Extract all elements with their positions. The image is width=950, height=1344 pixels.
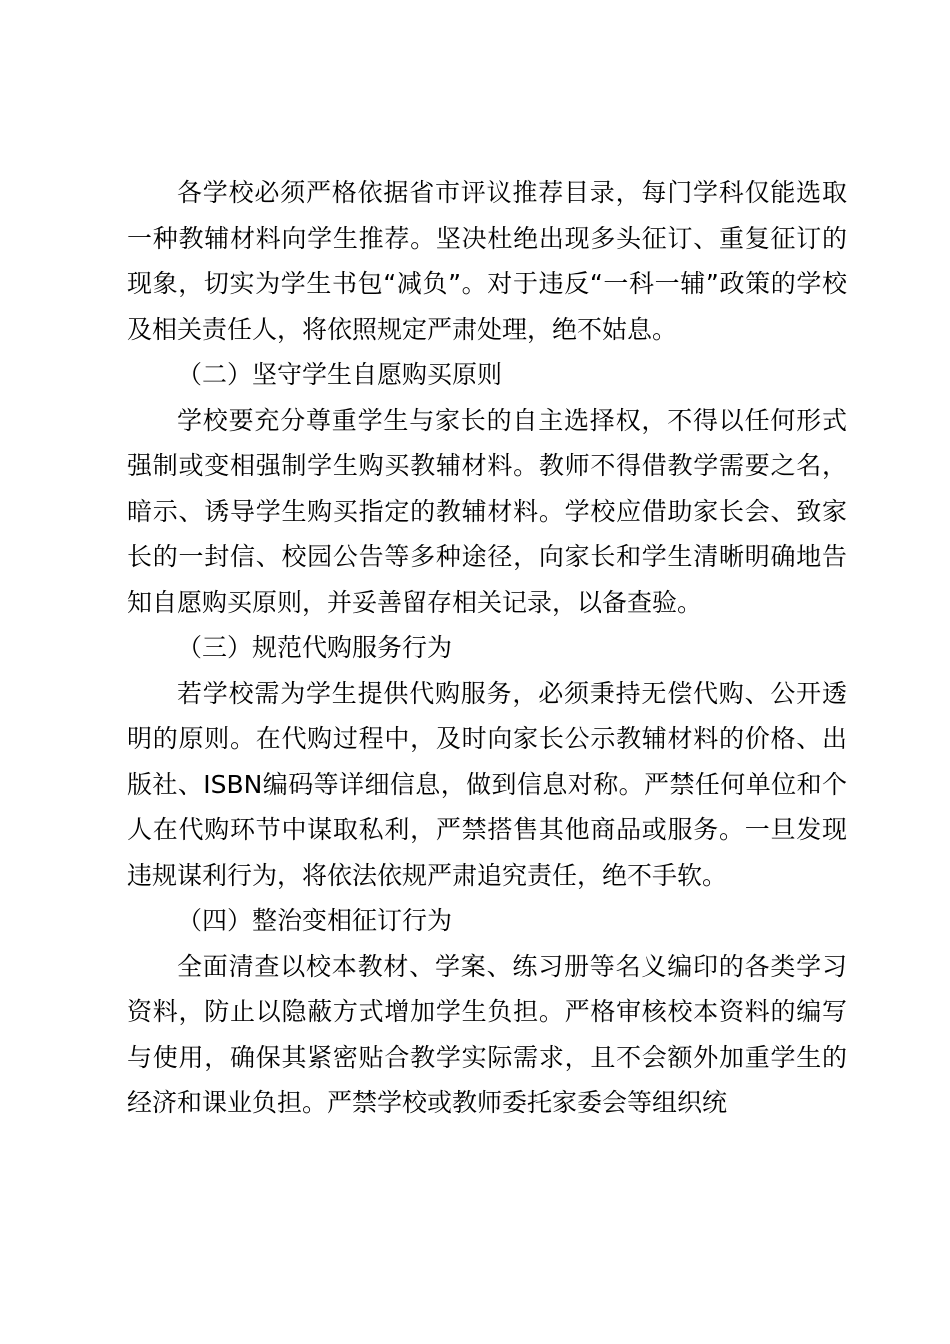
paragraph-proxy-purchase: 若学校需为学生提供代购服务，必须秉持无偿代购、公开透明的原则。在代购过程中，及时向家长公示教辅材料的价格、出版社、ISBN编码等详细信息，做到信息对称。严禁任何单位和个人在代购环节中谋取私利，严禁搭售其他商品或服务。一旦发现违规谋利行为，将依法依规严肃追究责任，绝不手软。 bbox=[127, 678, 847, 890]
section-heading-proxy-purchase: （三）规范代购服务行为 bbox=[177, 633, 453, 662]
paragraph-disguised-ordering: 全面清查以校本教材、学案、练习册等名义编印的各类学习资料，防止以隐蔽方式增加学生负担。严格审核校本资料的编写与使用，确保其紧密贴合教学实际需求，且不会额外加重学生的经济和课业负担。严禁学校或教师委托家委会等组织统 bbox=[127, 951, 847, 1117]
paragraph-one-subject-one-material: 各学校必须严格依据省市评议推荐目录，每门学科仅能选取一种教辅材料向学生推荐。坚决杜绝出现多头征订、重复征订的现象，切实为学生书包“减负”。对于违反“一科一辅”政策的学校及相关责任人，将依照规定严肃处理，绝不姑息。 bbox=[127, 178, 847, 344]
paragraph-voluntary-purchase: 学校要充分尊重学生与家长的自主选择权，不得以任何形式强制或变相强制学生购买教辅材料。教师不得借教学需要之名，暗示、诱导学生购买指定的教辅材料。学校应借助家长会、致家长的一封信、校园公告等多种途径，向家长和学生清晰明确地告知自愿购买原则，并妥善留存相关记录，以备查验。 bbox=[127, 405, 847, 617]
section-heading-voluntary-purchase: （二）坚守学生自愿购买原则 bbox=[177, 360, 503, 389]
document-body bbox=[127, 170, 847, 1126]
section-heading-disguised-ordering: （四）整治变相征订行为 bbox=[177, 906, 453, 935]
